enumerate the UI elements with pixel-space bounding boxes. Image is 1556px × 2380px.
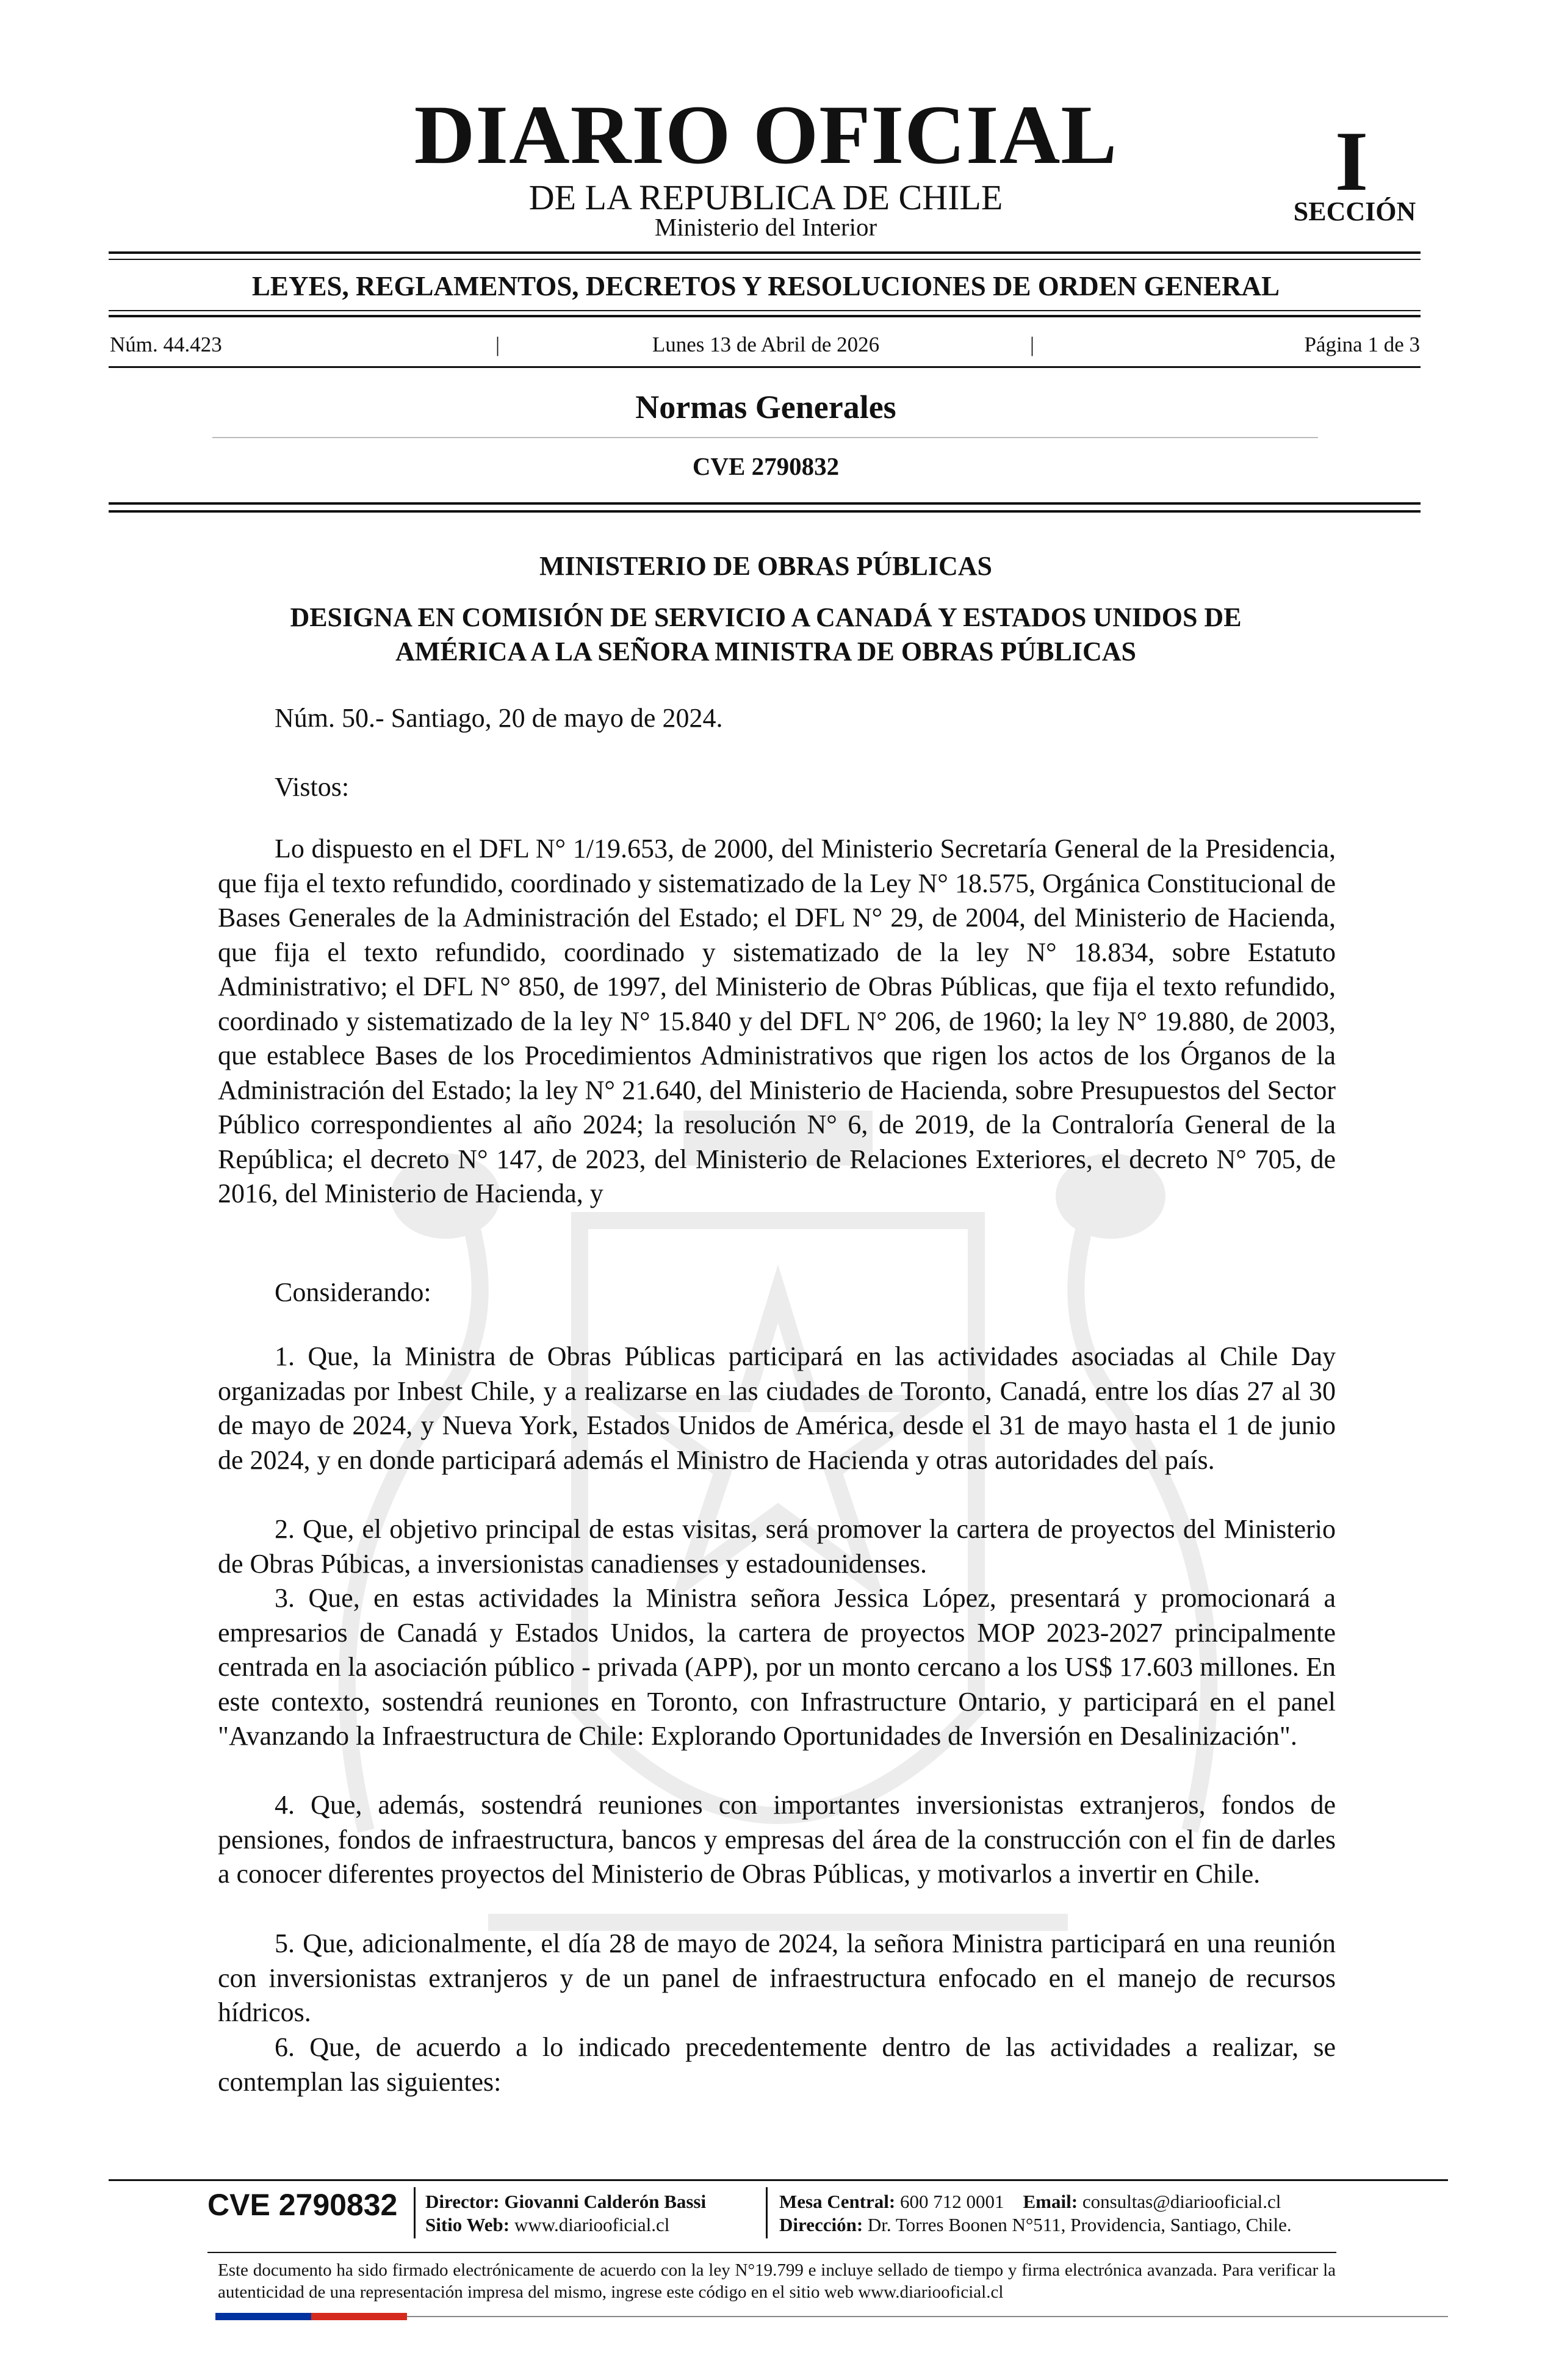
section-number: I (1334, 114, 1369, 209)
considerando-paragraph: 1. Que, la Ministra de Obras Públicas participará en las actividades asociadas al Chile Day organizadas por Inbest Chile, y a realizarse en las ciudades de Toronto, Canadá, entre los días 27 al 30 de mayo de 2024, y Nueva York, Estados Unidos de América, desde el 31 de mayo hasta el 1 de junio de 2024, y en donde participará además el Ministro de Hacienda y otras autoridades del país. (218, 1341, 1336, 1475)
web-label: Sitio Web: (425, 2214, 510, 2235)
mesa-label: Mesa Central: (779, 2191, 896, 2212)
web-link[interactable]: www.diariooficial.cl (514, 2214, 670, 2235)
cve-rule-2 (109, 510, 1421, 513)
top-rule-1 (109, 251, 1421, 254)
direccion-label: Dirección: (779, 2214, 863, 2235)
page-indicator: Página 1 de 3 (1304, 333, 1420, 356)
section-heading: Normas Generales (635, 389, 896, 425)
legal-notice: Este documento ha sido firmado electrónicamente de acuerdo con la ley N°19.799 e incluye sellado de tiempo y firma electrónica avanzada. Para verificar la autenticidad de una representación impresa del mismo, ingrese este código en el sitio web www.diariooficial.cl (218, 2260, 1336, 2302)
general-rule-1 (109, 310, 1421, 311)
footer-rule (109, 2179, 1448, 2181)
general-rule-2 (109, 315, 1421, 317)
issue-number: Núm. 44.423 (110, 333, 222, 356)
top-rule-2 (109, 259, 1421, 260)
vistos-heading: Vistos: (275, 772, 350, 802)
vistos-paragraph: Lo dispuesto en el DFL N° 1/19.653, de 2000, del Ministerio Secretaría General de la Presidencia, que fija el texto refundido, coordinado y sistematizado de la Ley N° 18.575, Orgánica Constitucional de Bases Generales de la Administración del Estado; el DFL N° 29, de 2004, del Ministerio de Hacienda, que fija el texto refundido, coordinado y sistematizado de la ley N° 18.834, sobre Estatuto Administrativo; el DFL N° 850, de 1997, del Ministerio de Obras Públicas, que fija el texto refundido, coordinado y sistematizado de la ley N° 15.840 y del DFL N° 206, de 1960; la ley N° 19.880, de 2003, que establece Bases de los Procedimientos Administrativos que rigen los actos de los Órganos de la Administración del Estado; la ley N° 21.640, del Ministerio de Hacienda, sobre Presupuestos del Sector Público correspondientes al año 2024; la resolución N° 6, de 2019, de la Contraloría General de la República; el decreto N° 147, de 2023, del Ministerio de Relaciones Exteriores, el decreto N° 705, de 2016, del Ministerio de Hacienda, y (218, 834, 1336, 1208)
ministry-heading: MINISTERIO DE OBRAS PÚBLICAS (539, 551, 993, 581)
email-link[interactable]: consultas@diariooficial.cl (1082, 2191, 1281, 2212)
considerando-paragraph: 2. Que, el objetivo principal de estas visitas, será promover la cartera de proyectos del Ministerio de Obras Púbicas, a inversionistas canadienses y estadounidenses. (218, 1514, 1336, 1579)
meta-separator: | (495, 333, 500, 356)
decree-title-line: AMÉRICA A LA SEÑORA MINISTRA DE OBRAS PÚBLICAS (395, 636, 1136, 666)
meta-separator: | (1030, 333, 1035, 356)
footer-bottom-rule (407, 2316, 1448, 2317)
considerando-paragraph: 4. Que, además, sostendrá reuniones con importantes inversionistas extranjeros, fondos de pensiones, fondos de infraestructura, bancos y empresas del área de la construcción con el fin de darles a conocer diferentes proyectos del Ministerio de Obras Públicas, y motivarlos a invertir en Chile. (218, 1790, 1336, 1889)
considerando-heading: Considerando: (275, 1277, 431, 1307)
decree-title-line: DESIGNA EN COMISIÓN DE SERVICIO A CANADÁ Y ESTADOS UNIDOS DE (290, 602, 1242, 632)
footer-director-block (425, 2190, 706, 2237)
section-label: SECCIÓN (1293, 197, 1416, 226)
footer-divider (414, 2187, 416, 2238)
flag-bar-red (311, 2313, 407, 2320)
decree-number-date: Núm. 50.- Santiago, 20 de mayo de 2024. (275, 703, 723, 733)
considerando-paragraph: 5. Que, adicionalmente, el día 28 de mayo de 2024, la señora Ministra participará en una reunión con inversionistas extranjeros y de un panel de infraestructura enfocado en el manejo de recursos hídricos. (218, 1928, 1336, 2027)
considerando-paragraph: 3. Que, en estas actividades la Ministra señora Jessica López, presentará y promocionará a empresarios de Canadá y Estados Unidos, la cartera de proyectos MOP 2023-2027 principalmente centrada en la asociación público - privada (APP), por un monto cercano a los US$ 17.603 millones. En este contexto, sostendrá reuniones en Toronto, con Infrastructure Ontario, y participará en el panel "Avanzando la Infraestructura de Chile: Explorando Oportunidades de Inversión en Desalinización". (218, 1583, 1336, 1751)
footer-divider (766, 2187, 768, 2238)
director-label: Director: (425, 2191, 500, 2212)
issue-date: Lunes 13 de Abril de 2026 (652, 333, 880, 356)
direccion-value: Dr. Torres Boonen N°511, Providencia, Santiago, Chile. (867, 2214, 1292, 2235)
email-label: Email: (1023, 2191, 1078, 2212)
meta-rule (109, 366, 1421, 368)
normas-rule (212, 437, 1318, 438)
footer-cve-code: CVE 2790832 (207, 2188, 398, 2222)
general-heading: LEYES, REGLAMENTOS, DECRETOS Y RESOLUCIONES DE ORDEN GENERAL (251, 271, 1280, 301)
considerando-paragraph: 6. Que, de acuerdo a lo indicado precedentemente dentro de las actividades a realizar, se contemplan las siguientes: (218, 2032, 1336, 2097)
newspaper-title: DIARIO OFICIAL (414, 88, 1118, 181)
footer-rule-2 (207, 2252, 1336, 2253)
newspaper-subtitle: DE LA REPUBLICA DE CHILE (528, 178, 1003, 217)
director-name: Giovanni Calderón Bassi (504, 2191, 707, 2212)
flag-bar-blue (215, 2313, 311, 2320)
cve-rule-1 (109, 502, 1421, 505)
footer-contact-block (779, 2190, 1292, 2237)
ministry-line: Ministerio del Interior (654, 213, 877, 241)
cve-code: CVE 2790832 (692, 452, 840, 480)
mesa-phone: 600 712 0001 (900, 2191, 1004, 2212)
